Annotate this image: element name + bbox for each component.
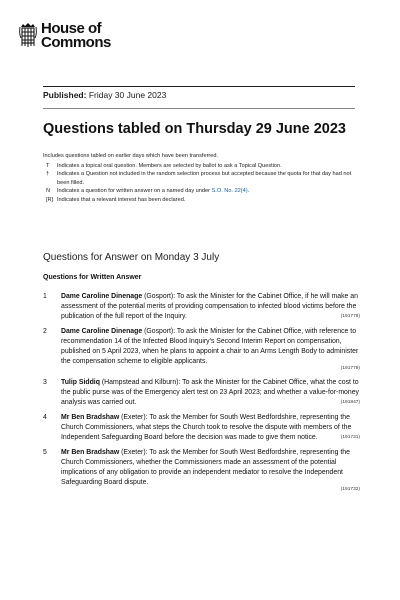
- legend-row-topical: [43, 162, 363, 170]
- question-text: To ask the Minister for the Cabinet Office, if he will make an assessment of the potential merits of providing compensation to infected blood victims before the publication of the full report of the Inquiry.: [61, 293, 358, 320]
- section-heading: Questions for Answer on Monday 3 July: [43, 252, 220, 263]
- legend-text: Indicates that a relevant interest has been declared.: [57, 196, 186, 203]
- legend-row-named-day: [43, 187, 363, 195]
- question-number: 4: [43, 414, 47, 421]
- portcullis-icon: [19, 22, 37, 49]
- constituency: (Exeter):: [121, 414, 148, 421]
- divider-top: [43, 86, 355, 87]
- question-ref: (191778): [340, 314, 360, 319]
- divider-bottom: [43, 108, 355, 109]
- legend-symbol: [R]: [46, 196, 54, 203]
- question-number: 2: [43, 328, 47, 335]
- legend-text: Indicates a Question not included in the random selection process but accepted because the quota for that day had not been filled.: [57, 171, 352, 186]
- question-text: To ask the Member for South West Bedfordshire, representing the Church Commissioners, whether the Commissioners made an assessment of the potential implications of any obligation to provide an independent mediator to resolve the Independent Safeguarding Board dispute.: [61, 449, 350, 486]
- legend-suffix: .: [247, 188, 250, 195]
- legend-symbol: †: [46, 171, 50, 178]
- question-item: [43, 413, 360, 443]
- question-item: [43, 327, 360, 373]
- question-ref: (191847): [340, 400, 360, 405]
- constituency: (Gosport):: [144, 328, 176, 335]
- question-text: To ask the Minister for the Cabinet Office, with reference to recommendation 14 of the Infected Blood Inquiry's Second Interim Report on compensation, published on 5 April 2023, when he plans to appoint a chair to an Arms Length Body to administer the compensation scheme to eligible applicants.: [61, 328, 359, 365]
- logo-line-2: Commons: [41, 33, 111, 51]
- question-item: [43, 378, 360, 408]
- member-name: Dame Caroline Dinenage: [61, 293, 143, 300]
- legend-row-dagger: [43, 170, 363, 187]
- question-ref: (191732): [340, 487, 360, 492]
- question-list: [43, 292, 360, 499]
- logo-line-1: House of: [41, 20, 102, 37]
- intro-text: Includes questions tabled on earlier days which have been transferred.: [43, 153, 219, 159]
- published-date: Friday 30 June 2023: [88, 90, 167, 100]
- constituency: (Hampstead and Kilburn):: [101, 379, 181, 386]
- member-name: Mr Ben Bradshaw: [61, 449, 120, 456]
- constituency: (Gosport):: [144, 293, 176, 300]
- published-label: Published:: [43, 90, 87, 100]
- symbol-legend: [43, 162, 363, 204]
- question-item: [43, 292, 360, 322]
- question-text: To ask the Minister for the Cabinet Office, what the cost to the public purse was of the Emergency alert test on 23 April 2023; and whether a value-for-money analysis was carried out.: [61, 379, 359, 406]
- legend-symbol: N: [46, 188, 51, 195]
- member-name: Tulip Siddiq: [61, 379, 100, 386]
- question-item: [43, 448, 360, 494]
- sub-heading: Questions for Written Answer: [43, 274, 142, 281]
- question-ref: (191779): [340, 366, 360, 371]
- question-number: 5: [43, 449, 47, 456]
- house-of-commons-logo: [19, 22, 111, 49]
- page-title: Questions tabled on Thursday 29 June 2023: [43, 121, 346, 137]
- legend-symbol: T: [46, 163, 50, 169]
- question-text: To ask the Member for South West Bedfordshire, representing the Church Commissioners, what steps the Church took to resolve the dispute with members of the Independent Safeguarding Board before the decision was made to give them notice.: [61, 414, 352, 441]
- published-line: [43, 89, 166, 101]
- standing-order-link[interactable]: S.O. No. 22(4): [211, 188, 248, 195]
- legend-text: Indicates a question for written answer on a named day under: [57, 188, 210, 195]
- legend-row-relevant-interest: [43, 196, 363, 204]
- legend-text: Indicates a topical oral question. Members are selected by ballot to ask a Topical Question.: [57, 163, 282, 169]
- constituency: (Exeter):: [121, 449, 148, 456]
- question-ref: (191731): [340, 435, 360, 440]
- question-number: 1: [43, 293, 47, 300]
- question-number: 3: [43, 379, 47, 386]
- member-name: Dame Caroline Dinenage: [61, 328, 143, 335]
- member-name: Mr Ben Bradshaw: [61, 414, 120, 421]
